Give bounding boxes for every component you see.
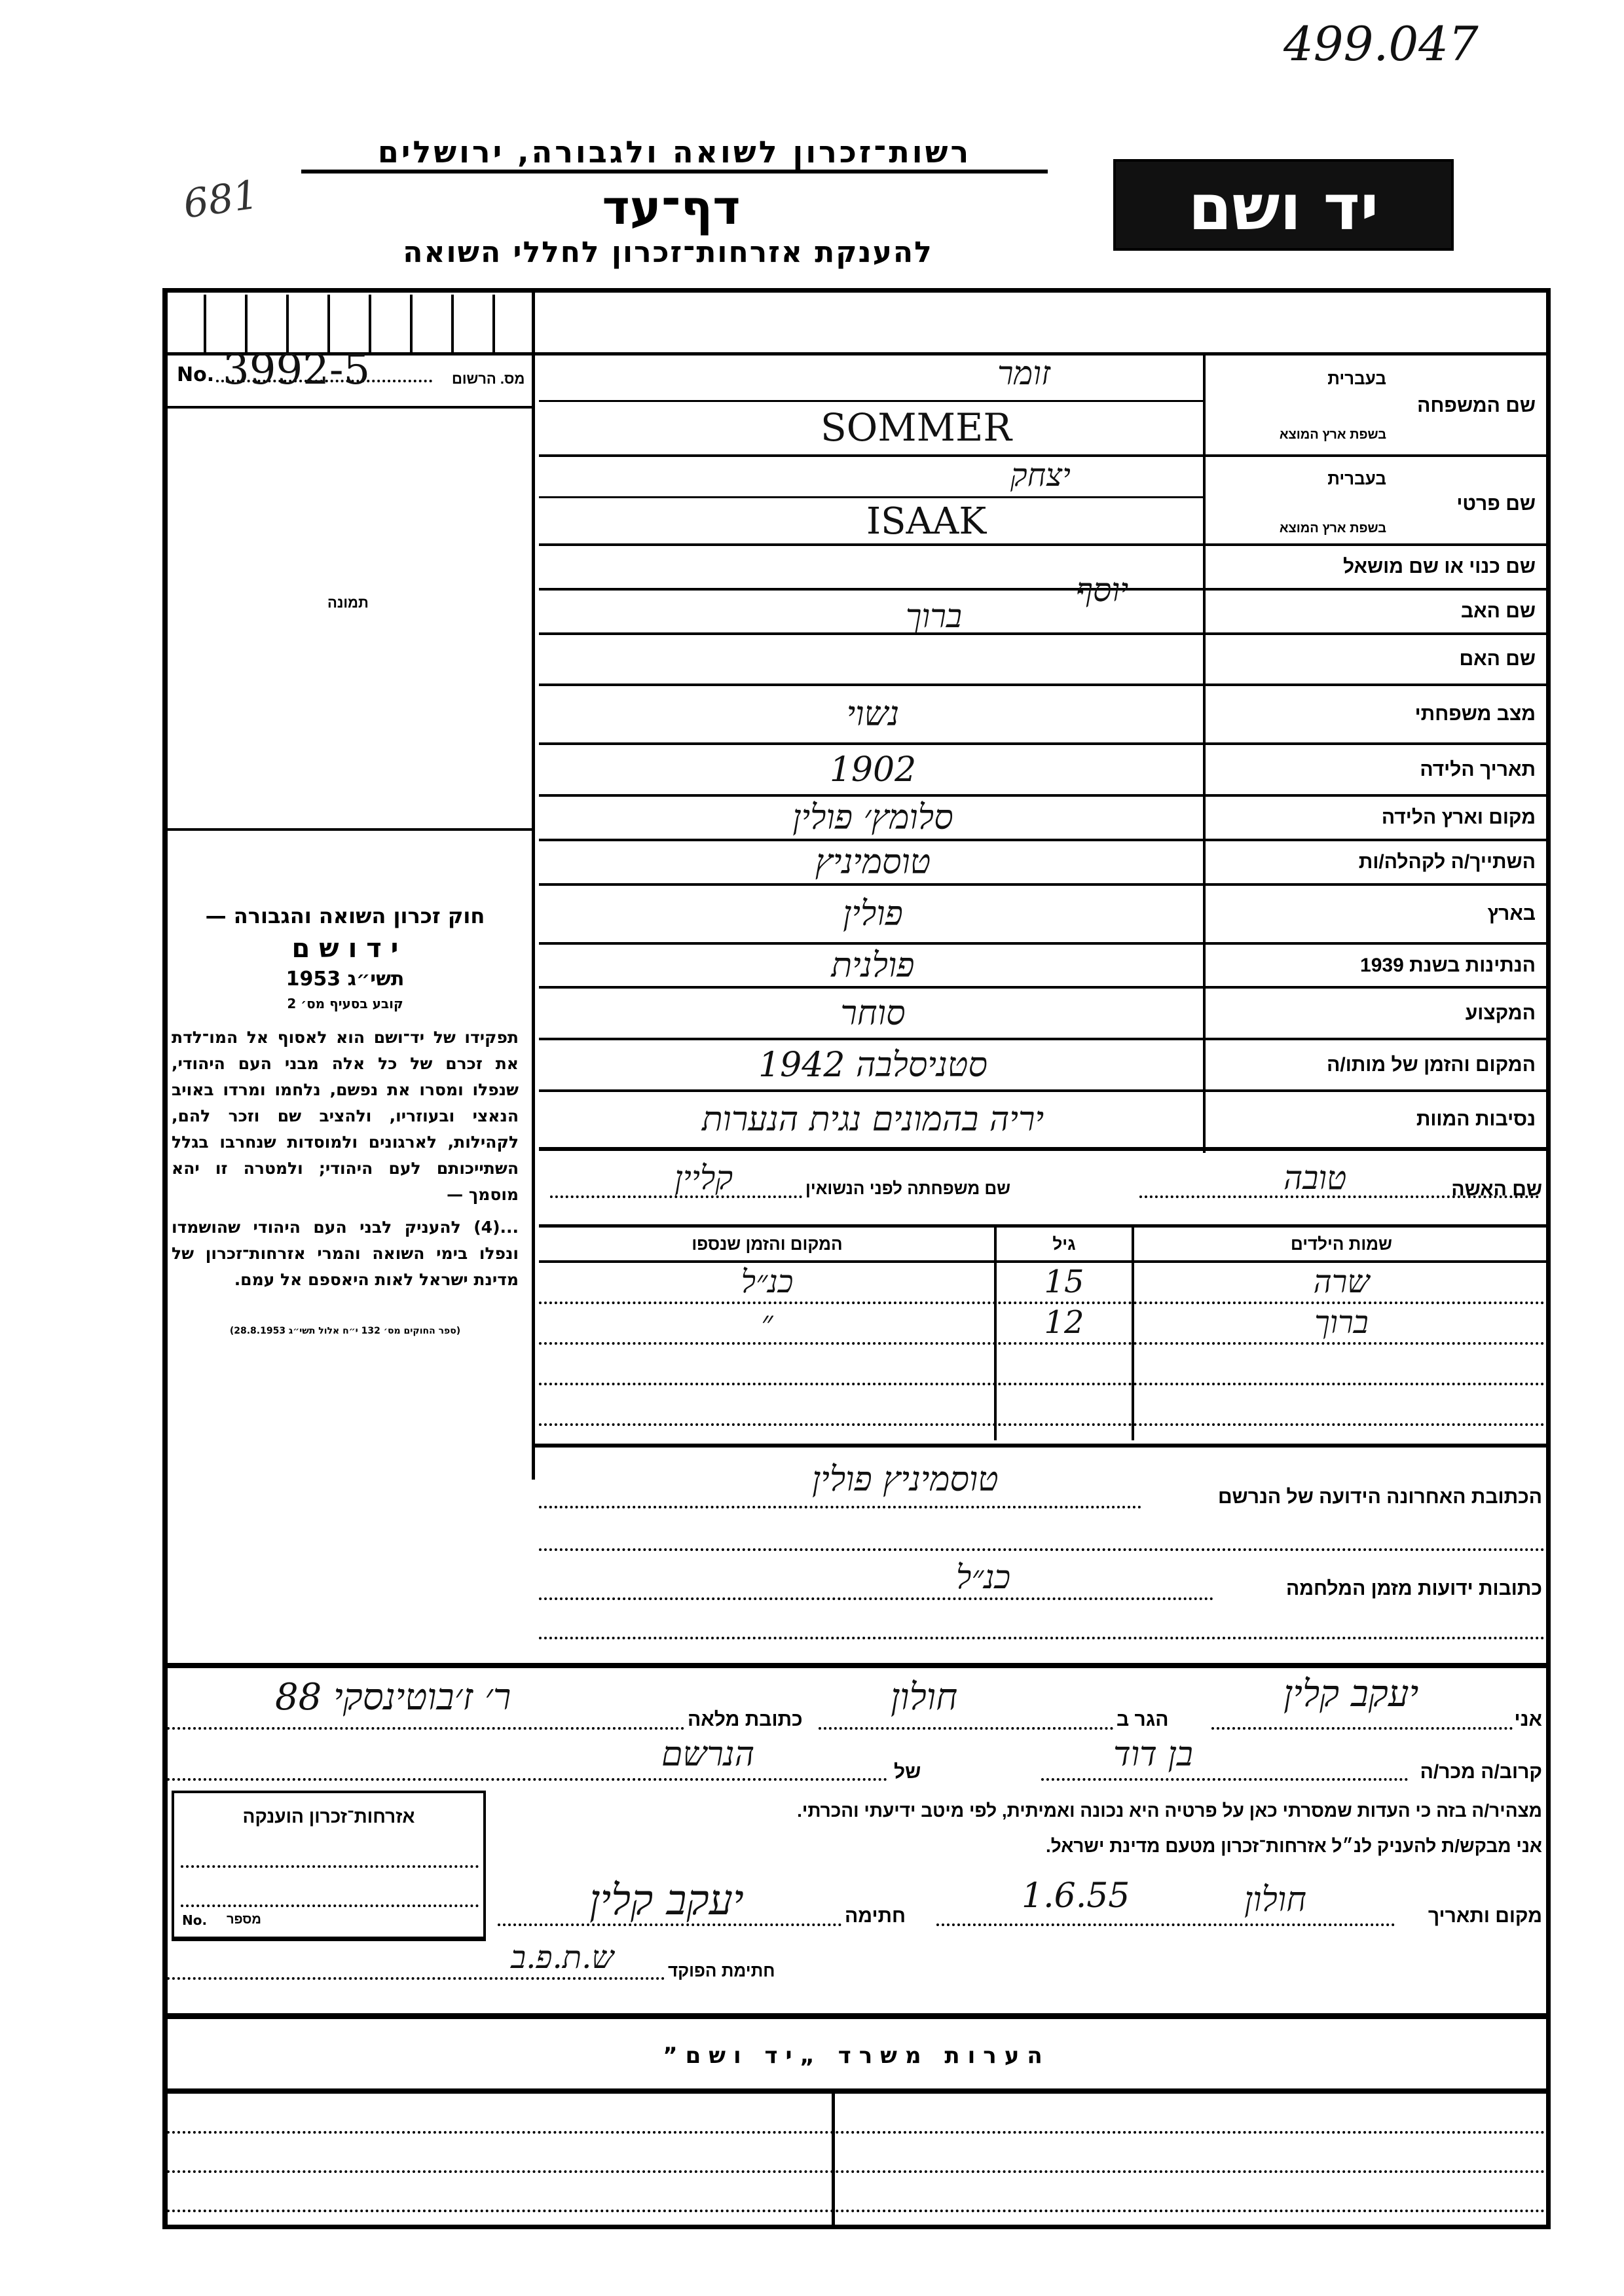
law-paragraph-2: ...(4) להעניק לבני העם היהודי שהושמדו ונפלו בימי השואה והמרי אזרחות־זכרון של מדינת ישראל לאות היאספם אל עמם. — [172, 1218, 519, 1289]
officer-signature-value[interactable]: ש.ת.פ.ב — [511, 1939, 614, 1976]
registration-number[interactable]: 3992-5 — [223, 346, 371, 394]
profession-value[interactable]: סוחר — [840, 993, 906, 1033]
child-age[interactable]: 15 — [1044, 1264, 1084, 1300]
law-title: חוק זכרון השואה והגבורה — — [205, 903, 485, 928]
divider — [162, 828, 533, 831]
yad-vashem-logo: יד ושם — [1113, 159, 1454, 251]
full-address-value[interactable]: ר׳ ז׳בוטינסקי 88 — [275, 1676, 511, 1719]
family-name-label: שם המשפחה — [1417, 395, 1536, 416]
tick-mark — [204, 295, 206, 352]
community-value[interactable]: טוסמיניץ — [815, 843, 931, 882]
war-address-line — [539, 1597, 1213, 1600]
tick-mark — [327, 295, 330, 352]
page-title: דף־עד — [602, 180, 741, 235]
birth-place-label: מקום וארץ הלידה — [1381, 807, 1536, 828]
signature-label: חתימה — [845, 1905, 906, 1927]
law-citation: (ספר החוקים מס׳ 132 י״ח אלול תשי״ג 28.8.1953) — [229, 1326, 461, 1336]
place-date-label: מקום ותאריך — [1428, 1905, 1542, 1927]
registration-no-label: No. — [177, 363, 215, 386]
law-year: תשי״ג 1953 — [286, 968, 405, 991]
relation-value[interactable]: בן דוד — [1113, 1735, 1193, 1774]
death-circumstances-value[interactable]: יריה בהמונים נגית הנערות — [701, 1100, 1044, 1139]
request-text: אני מבקש/ת להעניק לנ״ל אזרחות־זכרון מטעם מדינת ישראל. — [1045, 1836, 1542, 1856]
divider — [162, 1663, 1551, 1668]
war-addresses-label: כתובות ידועות מזמן המלחמה — [1285, 1578, 1542, 1599]
authority-heading: רשות־זכרון לשואה ולגבורה, ירושלים — [301, 134, 1048, 173]
divider — [162, 2088, 1551, 2094]
nationality-label: הנתינות בשנת 1939 — [1360, 954, 1536, 976]
family-name-hebrew-sub: בעברית — [1327, 369, 1386, 388]
death-place-label: המקום והזמן של מותו/ה — [1327, 1053, 1536, 1076]
first-name-hebrew-value[interactable]: יצחק — [1010, 457, 1071, 494]
declarant-label: אני — [1514, 1709, 1542, 1730]
family-name-local-value[interactable]: SOMMER — [821, 405, 1012, 450]
field-community — [539, 841, 1550, 886]
child-name[interactable]: שרה — [1313, 1264, 1370, 1300]
remarks-divider — [832, 2094, 835, 2229]
law-clause: קובע בסעיף מס׳ 2 — [287, 996, 403, 1011]
wife-value[interactable]: טובה — [1283, 1159, 1347, 1197]
last-address-value[interactable]: טוסמיניץ פולין — [812, 1460, 999, 1499]
country-value[interactable]: פולין — [843, 894, 903, 934]
family-name-hebrew-value[interactable]: זומר — [997, 354, 1050, 392]
tick-mark — [451, 295, 454, 352]
first-name-hebrew-sub: בעברית — [1327, 469, 1386, 488]
field-profession — [539, 989, 1550, 1040]
last-address-line — [539, 1506, 1141, 1508]
field-death-circumstances — [539, 1092, 1550, 1151]
field-death-place — [539, 1040, 1550, 1092]
granted-line — [181, 1865, 479, 1868]
of-line — [167, 1778, 887, 1781]
war-addresses-value[interactable]: כנ״ל — [956, 1558, 1011, 1596]
resides-line — [819, 1727, 1113, 1730]
remarks-line — [167, 2210, 1545, 2212]
law-box — [172, 903, 519, 1336]
granted-number-line — [181, 1904, 479, 1907]
maiden-name-label: שם משפחתה לפני הנשואין — [805, 1178, 1011, 1198]
tick-mark — [410, 295, 413, 352]
field-marital — [539, 686, 1550, 745]
resides-label: הגר ב — [1116, 1709, 1169, 1730]
field-nickname — [539, 546, 1550, 591]
family-name-local-sub: בשפת ארץ המוצא — [1279, 428, 1386, 442]
officer-line — [167, 1977, 665, 1980]
declarant-line — [1211, 1727, 1513, 1730]
date-value[interactable]: 1.6.55 — [1022, 1876, 1130, 1916]
registration-he-label: מס. הרשום — [452, 371, 525, 387]
divider — [162, 406, 533, 409]
marital-label: מצב משפחתי — [1414, 703, 1536, 725]
remarks-title: הערות משרד „יד ושם” — [663, 2043, 1050, 2069]
first-name-local-sub: בשפת ארץ המוצא — [1279, 521, 1386, 536]
field-birth-date — [539, 745, 1550, 797]
field-mother — [539, 635, 1550, 686]
archive-number: 499.047 — [1283, 16, 1479, 71]
of-label: של — [894, 1761, 921, 1783]
first-name-local-value[interactable]: ISAAK — [866, 500, 987, 543]
photo-label: תמונה — [327, 594, 369, 611]
law-paragraph-1: תפקידו של יד־ושם הוא לאסוף אל המו־לדת את זכרם של כל אלה מבני העם היהודי, שנפלו ומסרו את נפשם, נלחמו ומרדו באויב הנאצי ובעוזריו, ולהציב שם וזכר להם, לקהילות, לארגונים ולמוסדות שנחרבו בגלל השתייכותם לעם היהודי; ולמטרה זו יהא מוסמך — — [172, 1028, 519, 1204]
marital-value[interactable]: נשוי — [846, 695, 900, 734]
nickname-label: שם כנוי או שם מושאל — [1342, 556, 1536, 577]
margin-number: 681 — [180, 172, 261, 228]
tick-mark — [245, 295, 248, 352]
children-row-line — [539, 1383, 1550, 1385]
statement-text: מצהיר/ה בזה כי העדות שמסרתי כאן על פרטיה היא נכונה ואמיתית, לפי מיטב ידיעתי והכרתי. — [797, 1800, 1542, 1821]
field-birth-place — [539, 797, 1550, 841]
child-place[interactable]: ״ — [761, 1304, 773, 1341]
law-name: י ד ו ש ם — [291, 934, 399, 964]
death-place-value[interactable]: סטניסלבה 1942 — [758, 1045, 987, 1085]
community-label: השתייך/ה לקהלה/ות — [1358, 851, 1536, 873]
field-family-name — [539, 354, 1550, 457]
resides-value[interactable]: חולון — [891, 1676, 958, 1719]
children-row-line — [539, 1342, 1550, 1345]
granted-box — [172, 1791, 486, 1941]
last-address-label: הכתובת האחרונה הידועה של הנרשם — [1217, 1486, 1542, 1508]
granted-no-label: No. — [182, 1912, 208, 1928]
column-divider — [532, 288, 535, 1480]
birth-place-value[interactable]: סלומץ׳ פולין — [792, 798, 953, 837]
place-date-line — [936, 1923, 1395, 1926]
place-value[interactable]: חולון — [1244, 1880, 1306, 1920]
signature-value[interactable]: יעקב קלין — [589, 1876, 744, 1925]
father-label: שם האב — [1460, 600, 1536, 622]
children-header: שמות הילדים — [1290, 1234, 1392, 1254]
field-first-name — [539, 457, 1550, 546]
address-line — [539, 1548, 1550, 1551]
maiden-name-value[interactable]: קליין — [674, 1159, 733, 1197]
page-subtitle: להענקת אזרחות־זכרון לחללי השואה — [403, 236, 933, 269]
children-header: גיל — [1052, 1234, 1076, 1254]
child-age[interactable]: 12 — [1044, 1304, 1084, 1341]
declarant-value[interactable]: יעקב קלין — [1283, 1673, 1419, 1715]
relation-line — [1041, 1778, 1408, 1781]
field-country — [539, 886, 1550, 945]
divider — [539, 496, 1203, 498]
wife-label: שם האשה — [1451, 1178, 1542, 1200]
tick-mark — [492, 295, 495, 352]
profession-label: המקצוע — [1465, 1002, 1536, 1024]
birth-date-value[interactable]: 1902 — [829, 750, 917, 790]
birth-date-label: תאריך הלידה — [1420, 758, 1536, 780]
first-name-label: שם פרטי — [1456, 493, 1536, 515]
granted-number-label: מספר — [227, 1912, 261, 1927]
granted-title: אזרחות־זכרון הוענקה — [242, 1806, 415, 1827]
divider — [539, 400, 1203, 402]
relation-label: קרוב/ה מכר/ה — [1420, 1761, 1542, 1783]
divider — [532, 1444, 1550, 1448]
officer-signature-label: חתימת הפוקד — [668, 1961, 775, 1980]
full-address-line — [167, 1727, 684, 1730]
field-nationality — [539, 945, 1550, 989]
children-row-line — [539, 1423, 1550, 1426]
field-father — [539, 571, 1550, 635]
remarks-line — [167, 2170, 1545, 2173]
divider — [539, 1260, 1550, 1263]
divider — [539, 1224, 1550, 1228]
tick-mark — [369, 295, 371, 352]
child-place[interactable]: כנ״ל — [741, 1264, 794, 1300]
death-circumstances-label: נסיבות המוות — [1416, 1108, 1536, 1130]
father-extra-value[interactable]: ברוך — [906, 597, 963, 635]
tick-mark — [286, 295, 289, 352]
mother-label: שם האם — [1459, 648, 1536, 670]
of-value[interactable]: הנרשם — [661, 1735, 755, 1774]
nationality-value[interactable]: פולנית — [831, 945, 915, 985]
father-value[interactable]: יוסף — [1076, 571, 1129, 609]
country-label: בארץ — [1487, 903, 1536, 924]
remarks-line — [167, 2131, 1545, 2134]
address-line — [539, 1637, 1550, 1639]
child-name[interactable]: ברוך — [1314, 1304, 1369, 1341]
divider — [162, 2013, 1551, 2019]
children-header: המקום והזמן שנספו — [692, 1234, 843, 1254]
full-address-label: כתובת מלאה — [688, 1709, 803, 1730]
